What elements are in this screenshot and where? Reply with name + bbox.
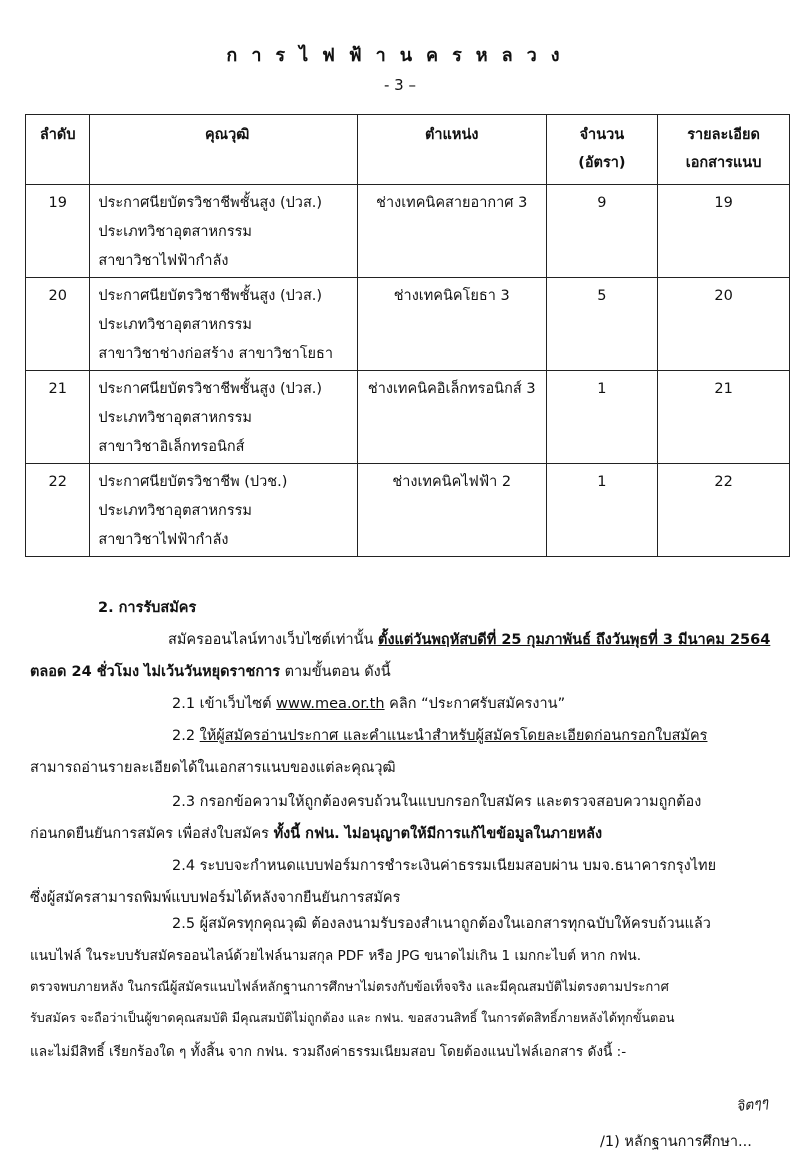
row-position: ช่างเทคนิคโยธา 3: [357, 278, 546, 371]
qualification-line: สาขาวิชาไฟฟ้ากำลัง: [98, 532, 229, 548]
row-number: 21: [26, 371, 90, 464]
qualification-line: สาขาวิชาช่างก่อสร้าง สาขาวิชาโยธา: [98, 346, 334, 362]
website-link[interactable]: www.mea.or.th: [276, 696, 385, 712]
qualification-line: ประกาศนียบัตรวิชาชีพ (ปวช.): [98, 474, 288, 490]
application-dates: ตั้งแต่วันพฤหัสบดีที่ 25 กุมภาพันธ์ ถึงวันพุธที่ 3 มีนาคม 2564: [378, 632, 771, 648]
row-number: 22: [26, 464, 90, 557]
step-2-5: 2.5 ผู้สมัครทุกคุณวุฒิ ต้องลงนามรับรองสำเนาถูกต้องในเอกสารทุกฉบับให้ครบถ้วนแล้ว: [172, 916, 711, 932]
row-qualification: [90, 464, 357, 557]
row-position: ช่างเทคนิคสายอากาศ 3: [357, 185, 546, 278]
qualification-line: ประเภทวิชาอุตสาหกรรม: [98, 224, 252, 240]
qualification-line: ประเภทวิชาอุตสาหกรรม: [98, 317, 252, 333]
col-header-count-line2: (อัตรา): [578, 155, 626, 171]
col-header-count-line1: จำนวน: [579, 127, 625, 143]
step-2-1-prefix: 2.1 เข้าเว็บไซต์: [172, 696, 277, 712]
intro-text-2: ตามขั้นตอน ดังนี้: [280, 664, 391, 680]
table-header-row: [26, 115, 790, 185]
row-details: 19: [658, 185, 790, 278]
table-row: [26, 371, 790, 464]
row-qualification: [90, 278, 357, 371]
step-2-3: 2.3 กรอกข้อความให้ถูกต้องครบถ้วนในแบบกรอกใบสมัคร และตรวจสอบความถูกต้อง: [172, 794, 702, 810]
qualification-line: ประกาศนียบัตรวิชาชีพชั้นสูง (ปวส.): [98, 288, 323, 304]
continuation-note: /1) หลักฐานการศึกษา...: [600, 1134, 752, 1150]
qualification-line: ประเภทวิชาอุตสาหกรรม: [98, 503, 252, 519]
section-heading: 2. การรับสมัคร: [98, 600, 197, 616]
col-header-details: [658, 115, 790, 185]
page-number: - 3 –: [384, 76, 416, 94]
table-row: [26, 185, 790, 278]
qualification-line: ประเภทวิชาอุตสาหกรรม: [98, 410, 252, 426]
qualification-table: [25, 114, 790, 557]
step-2-5-line-5: และไม่มีสิทธิ์ เรียกร้องใด ๆ ทั้งสิ้น จาก กฟน. รวมถึงค่าธรรมเนียมสอบ โดยต้องแนบไฟล์เอกสาร ดังนี้ :-: [30, 1044, 627, 1060]
row-details: 20: [658, 278, 790, 371]
no-edit-notice: ทั้งนี้ กฟน. ไม่อนุญาตให้มีการแก้ไขข้อมูลในภายหลัง: [273, 826, 603, 842]
row-number: 19: [26, 185, 90, 278]
step-2-2-number: 2.2: [172, 728, 200, 744]
application-hours: ตลอด 24 ชั่วโมง ไม่เว้นวันหยุดราชการ: [30, 664, 281, 680]
handwritten-initials: จิตๆๆ: [735, 1094, 770, 1116]
table-row: [26, 464, 790, 557]
step-2-3-text: ก่อนกดยืนยันการสมัคร เพื่อส่งใบสมัคร: [30, 826, 274, 842]
qualification-line: ประกาศนียบัตรวิชาชีพชั้นสูง (ปวส.): [98, 195, 323, 211]
row-count: 9: [546, 185, 658, 278]
col-header-qualification: คุณวุฒิ: [90, 115, 357, 185]
row-details: 22: [658, 464, 790, 557]
row-count: 5: [546, 278, 658, 371]
row-position: ช่างเทคนิคไฟฟ้า 2: [357, 464, 546, 557]
qualification-line: สาขาวิชาอิเล็กทรอนิกส์: [98, 439, 245, 455]
step-2-5-line-4: รับสมัคร จะถือว่าเป็นผู้ขาดคุณสมบัติ มีคุณสมบัติไม่ถูกต้อง และ กฟน. ขอสงวนสิทธิ์ ในการตัดสิทธิ์ภายหลังได้ทุกขั้นตอน: [30, 1010, 675, 1025]
row-number: 20: [26, 278, 90, 371]
col-header-details-line2: เอกสารแนบ: [685, 155, 762, 171]
step-2-4: 2.4 ระบบจะกำหนดแบบฟอร์มการชำระเงินค่าธรรมเนียมสอบผ่าน บมจ.ธนาคารกรุงไทย: [172, 858, 717, 874]
table-row: [26, 278, 790, 371]
organization-title: การไฟฟ้านครหลวง: [226, 45, 574, 66]
col-header-count: [546, 115, 658, 185]
step-2-2: [172, 724, 707, 747]
row-qualification: [90, 185, 357, 278]
row-count: 1: [546, 371, 658, 464]
row-qualification: [90, 371, 357, 464]
intro-text: สมัครออนไลน์ทางเว็บไซต์เท่านั้น: [168, 632, 379, 648]
qualification-line: ประกาศนียบัตรวิชาชีพชั้นสูง (ปวส.): [98, 381, 323, 397]
step-2-3-line-2: [30, 822, 602, 845]
step-2-1-suffix: คลิก “ประกาศรับสมัครงาน”: [384, 696, 566, 712]
step-2-2-instruction: ให้ผู้สมัครอ่านประกาศ และคำแนะนำสำหรับผู้สมัครโดยละเอียดก่อนกรอกใบสมัคร: [199, 728, 708, 744]
row-details: 21: [658, 371, 790, 464]
step-2-5-line-3: ตรวจพบภายหลัง ในกรณีผู้สมัครแนบไฟล์หลักฐานการศึกษาไม่ตรงกับข้อเท็จจริง และมีคุณสมบัติไม่ตรงตามประกาศ: [30, 980, 669, 995]
step-2-5-line-2: แนบไฟล์ ในระบบรับสมัครออนไลน์ด้วยไฟล์นามสกุล PDF หรือ JPG ขนาดไม่เกิน 1 เมกกะไบต์ หาก กฟน.: [30, 948, 642, 964]
qualification-line: สาขาวิชาไฟฟ้ากำลัง: [98, 253, 229, 269]
col-header-details-line1: รายละเอียด: [687, 127, 760, 143]
step-2-1: [172, 692, 565, 715]
col-header-position: ตำแหน่ง: [357, 115, 546, 185]
step-2-2-line-2: สามารถอ่านรายละเอียดได้ในเอกสารแนบของแต่ละคุณวุฒิ: [30, 760, 396, 776]
intro-line-1: [168, 628, 770, 651]
row-position: ช่างเทคนิคอิเล็กทรอนิกส์ 3: [357, 371, 546, 464]
col-header-no: ลำดับ: [26, 115, 90, 185]
step-2-4-line-2: ซึ่งผู้สมัครสามารถพิมพ์แบบฟอร์มได้หลังจากยืนยันการสมัคร: [30, 890, 401, 906]
intro-line-2: [30, 660, 391, 683]
row-count: 1: [546, 464, 658, 557]
